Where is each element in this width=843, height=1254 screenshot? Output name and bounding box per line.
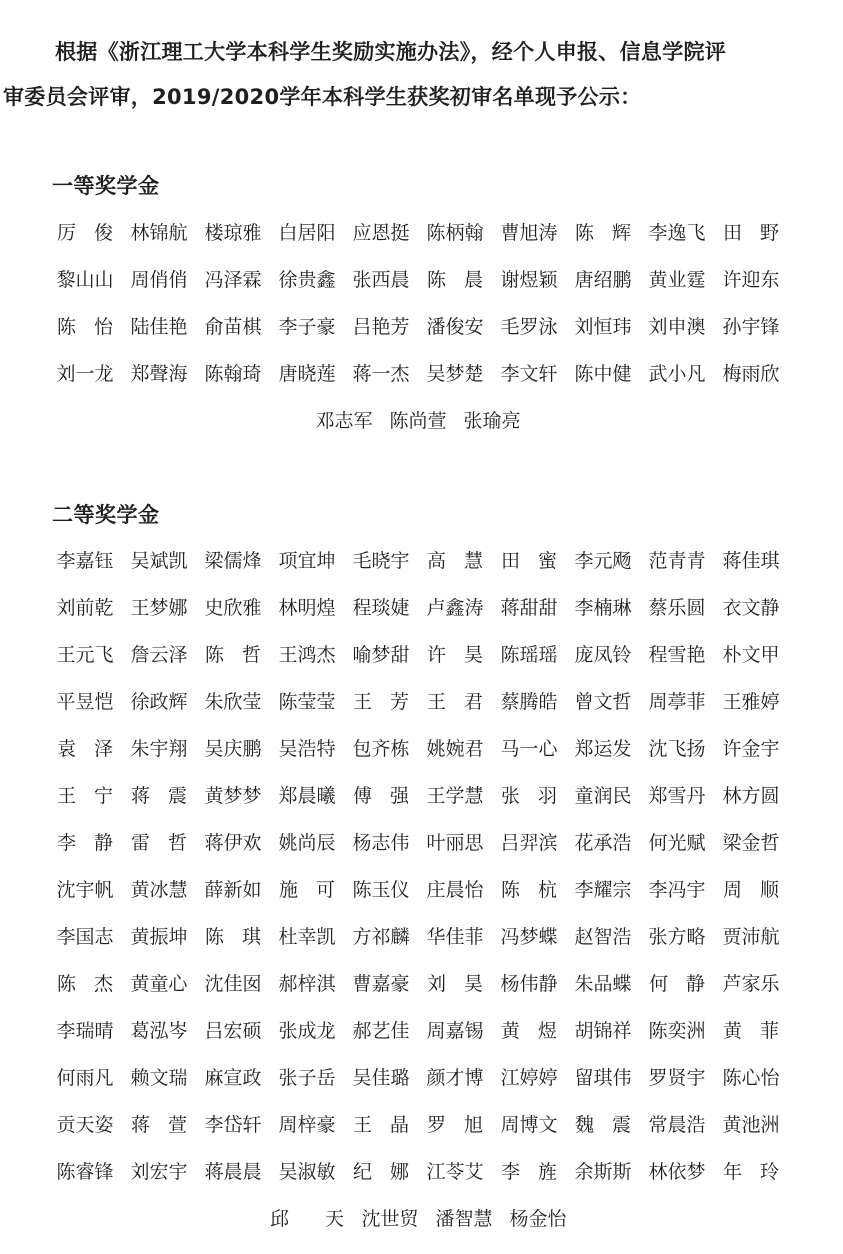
name-entry	[122, 1102, 196, 1149]
name-character: 昊	[463, 973, 483, 995]
name-character: 魏	[575, 1114, 595, 1136]
name-character: 羽	[537, 785, 557, 807]
name-entry: 朱宇翔	[130, 738, 188, 760]
name-character: 黄	[501, 1020, 521, 1042]
name-character: 萱	[167, 1114, 187, 1136]
name-entry: 刘一龙	[56, 363, 114, 385]
name-character: 玲	[759, 1161, 779, 1183]
name-entry: 留琪伟	[574, 1067, 632, 1089]
name-entry: 周博文	[500, 1114, 558, 1136]
name-entry: 林锦航	[130, 222, 188, 244]
name-entry: 颜才博	[426, 1067, 484, 1089]
name-entry: 邓志军	[315, 410, 373, 432]
name-entry: 周俏俏	[130, 269, 188, 291]
name-entry: 梁金哲	[722, 832, 780, 854]
name-entry	[714, 1149, 788, 1196]
name-list-last-row	[48, 1196, 788, 1243]
name-entry: 郑聲海	[130, 363, 188, 385]
name-entry: 卢鑫涛	[426, 597, 484, 619]
name-character: 年	[723, 1161, 743, 1183]
name-character: 陈	[57, 973, 77, 995]
name-entry	[196, 632, 270, 679]
name-entry: 陈尚萱	[389, 410, 447, 432]
name-entry: 杜幸凯	[278, 926, 336, 948]
intro-line-2: 审委员会评审，2019/2020学年本科学生获奖初审名单现予公示：	[3, 85, 642, 109]
name-entry: 王学慧	[426, 785, 484, 807]
name-character: 厉	[57, 222, 77, 244]
name-entry: 应恩挺	[352, 222, 410, 244]
name-entry: 冯梦蝶	[500, 926, 558, 948]
name-entry: 余斯斯	[574, 1161, 632, 1183]
name-entry	[122, 773, 196, 820]
name-entry: 程雪艳	[648, 644, 706, 666]
name-entry: 黄梦梦	[204, 785, 262, 807]
name-entry: 朴文甲	[722, 644, 780, 666]
name-entry	[714, 210, 788, 257]
name-entry: 林方圆	[722, 785, 780, 807]
first-prize-name-list	[48, 210, 808, 445]
name-entry: 潘智慧	[435, 1208, 493, 1230]
name-character: 田	[723, 222, 743, 244]
name-entry: 贾沛航	[722, 926, 780, 948]
name-entry: 杨志伟	[352, 832, 410, 854]
name-character: 静	[685, 973, 705, 995]
name-entry: 梁儒烽	[204, 550, 262, 572]
name-entry: 曾文哲	[574, 691, 632, 713]
name-character: 顺	[759, 879, 779, 901]
name-character: 陈	[205, 644, 225, 666]
name-entry: 武小凡	[648, 363, 706, 385]
name-entry: 胡锦祥	[574, 1020, 632, 1042]
name-entry: 沈佳囡	[204, 973, 262, 995]
name-character: 黄	[723, 1020, 743, 1042]
name-entry: 冯泽霖	[204, 269, 262, 291]
name-character: 陈	[427, 269, 447, 291]
name-entry	[492, 867, 566, 914]
name-entry: 王雅婷	[722, 691, 780, 713]
name-entry: 梅雨欣	[722, 363, 780, 385]
name-entry: 王梦娜	[130, 597, 188, 619]
name-entry: 吴梦楚	[426, 363, 484, 385]
name-character: 纪	[353, 1161, 373, 1183]
name-entry: 李嘉钰	[56, 550, 114, 572]
name-character: 野	[759, 222, 779, 244]
intro-paragraph	[0, 30, 843, 120]
name-entry: 陈翰琦	[204, 363, 262, 385]
name-entry: 黄池洲	[722, 1114, 780, 1136]
name-entry: 楼琼雅	[204, 222, 262, 244]
name-entry: 吴淑敏	[278, 1161, 336, 1183]
name-entry	[48, 304, 122, 351]
name-entry: 李国志	[56, 926, 114, 948]
name-entry: 史欣雅	[204, 597, 262, 619]
name-entry: 周梓豪	[278, 1114, 336, 1136]
name-character: 王	[427, 691, 447, 713]
name-entry: 刘宏宇	[130, 1161, 188, 1183]
name-entry	[418, 1102, 492, 1149]
name-entry: 沈世贸	[361, 1208, 419, 1230]
name-character: 杭	[537, 879, 557, 901]
name-character: 施	[279, 879, 299, 901]
name-entry: 吴佳璐	[352, 1067, 410, 1089]
name-character: 琪	[241, 926, 261, 948]
name-entry: 曹旭涛	[500, 222, 558, 244]
name-entry: 张瑜亮	[463, 410, 521, 432]
name-entry: 王鸿杰	[278, 644, 336, 666]
name-entry: 蒋一杰	[352, 363, 410, 385]
name-entry: 陈心怡	[722, 1067, 780, 1089]
name-entry: 赖文瑞	[130, 1067, 188, 1089]
name-character: 陈	[501, 879, 521, 901]
name-entry: 平昱恺	[56, 691, 114, 713]
name-character: 慧	[463, 550, 483, 572]
name-entry: 白居阳	[278, 222, 336, 244]
name-entry: 吕艳芳	[352, 316, 410, 338]
name-entry: 许金宇	[722, 738, 780, 760]
name-entry	[714, 867, 788, 914]
name-entry: 庄晨怡	[426, 879, 484, 901]
name-entry: 张西晨	[352, 269, 410, 291]
name-character: 可	[315, 879, 335, 901]
name-entry: 姚婉君	[426, 738, 484, 760]
name-character: 旌	[537, 1161, 557, 1183]
name-entry: 李冯宇	[648, 879, 706, 901]
name-entry: 郝艺佳	[352, 1020, 410, 1042]
name-character: 哲	[167, 832, 187, 854]
name-character: 芳	[389, 691, 409, 713]
name-entry: 曹嘉豪	[352, 973, 410, 995]
name-entry: 徐贵鑫	[278, 269, 336, 291]
name-entry	[196, 914, 270, 961]
name-character: 许	[427, 644, 447, 666]
name-character: 邱	[270, 1208, 290, 1230]
name-entry: 郑运发	[574, 738, 632, 760]
name-entry: 詹云泽	[130, 644, 188, 666]
name-entry: 张方略	[648, 926, 706, 948]
name-entry: 吴斌凯	[130, 550, 188, 572]
name-entry: 郑晨曦	[278, 785, 336, 807]
name-character: 蜜	[537, 550, 557, 572]
name-entry: 李瑞晴	[56, 1020, 114, 1042]
name-character: 李	[57, 832, 77, 854]
name-character: 李	[501, 1161, 521, 1183]
name-character: 哲	[241, 644, 261, 666]
name-entry: 葛泓岑	[130, 1020, 188, 1042]
name-entry: 蒋晨晨	[204, 1161, 262, 1183]
name-entry	[492, 773, 566, 820]
name-entry	[48, 773, 122, 820]
name-character: 袁	[57, 738, 77, 760]
name-entry: 姚尚辰	[278, 832, 336, 854]
name-entry: 陈莹莹	[278, 691, 336, 713]
name-entry: 叶丽思	[426, 832, 484, 854]
name-character: 傅	[353, 785, 373, 807]
name-entry: 蒋甜甜	[500, 597, 558, 619]
name-entry: 何光赋	[648, 832, 706, 854]
name-entry: 杨伟静	[500, 973, 558, 995]
name-entry: 张子岳	[278, 1067, 336, 1089]
name-entry: 林依梦	[648, 1161, 706, 1183]
name-entry	[344, 1102, 418, 1149]
name-character: 怡	[93, 316, 113, 338]
name-character: 罗	[427, 1114, 447, 1136]
name-entry: 许迎东	[722, 269, 780, 291]
second-prize-heading: 二等奖学金	[52, 503, 160, 527]
name-entry: 孙宇锋	[722, 316, 780, 338]
name-entry: 范青青	[648, 550, 706, 572]
name-character: 周	[723, 879, 743, 901]
name-entry: 蒋伊欢	[204, 832, 262, 854]
name-character: 张	[501, 785, 521, 807]
name-entry: 潘俊安	[426, 316, 484, 338]
name-character: 泽	[93, 738, 113, 760]
name-entry: 薛新如	[204, 879, 262, 901]
name-entry	[418, 632, 492, 679]
name-entry: 常晨浩	[648, 1114, 706, 1136]
name-entry: 王元飞	[56, 644, 114, 666]
name-entry: 吴浩特	[278, 738, 336, 760]
name-character: 田	[501, 550, 521, 572]
name-entry: 陈玉仪	[352, 879, 410, 901]
name-entry: 李元飏	[574, 550, 632, 572]
name-entry: 项宜坤	[278, 550, 336, 572]
name-entry: 贡天姿	[56, 1114, 114, 1136]
name-entry	[492, 1008, 566, 1055]
name-character: 宁	[93, 785, 113, 807]
name-entry: 黄业霆	[648, 269, 706, 291]
name-entry: 李逸飞	[648, 222, 706, 244]
name-entry: 黄振坤	[130, 926, 188, 948]
name-entry	[714, 1008, 788, 1055]
intro-line-1: 根据《浙江理工大学本科学生奖励实施办法》，经个人申报、信息学院评	[55, 40, 727, 64]
name-character: 陈	[57, 316, 77, 338]
name-entry: 赵智浩	[574, 926, 632, 948]
name-entry: 林明煌	[278, 597, 336, 619]
name-entry	[344, 773, 418, 820]
name-entry: 罗贤宇	[648, 1067, 706, 1089]
name-entry: 程琰婕	[352, 597, 410, 619]
first-prize-heading: 一等奖学金	[52, 174, 160, 198]
name-entry	[344, 1149, 418, 1196]
name-entry: 李楠琳	[574, 597, 632, 619]
name-entry: 童润民	[574, 785, 632, 807]
name-entry: 庞凤铃	[574, 644, 632, 666]
name-list-last-row	[48, 398, 788, 445]
name-character: 高	[427, 550, 447, 572]
name-entry: 徐政辉	[130, 691, 188, 713]
name-entry: 江婷婷	[500, 1067, 558, 1089]
name-entry	[418, 961, 492, 1008]
name-character: 娜	[389, 1161, 409, 1183]
name-entry: 华佳菲	[426, 926, 484, 948]
name-entry: 蒋佳琪	[722, 550, 780, 572]
name-character: 蒋	[131, 785, 151, 807]
name-entry: 沈宇帆	[56, 879, 114, 901]
name-character: 晶	[389, 1114, 409, 1136]
name-character: 王	[57, 785, 77, 807]
name-entry: 郑雪丹	[648, 785, 706, 807]
name-character: 昊	[463, 644, 483, 666]
name-entry: 江苓艾	[426, 1161, 484, 1183]
name-entry: 俞苗棋	[204, 316, 262, 338]
name-entry: 蔡乐圆	[648, 597, 706, 619]
name-character: 旭	[463, 1114, 483, 1136]
name-entry	[418, 679, 492, 726]
name-entry: 李子豪	[278, 316, 336, 338]
name-entry	[492, 538, 566, 585]
name-entry: 陈中健	[574, 363, 632, 385]
name-entry: 毛罗泳	[500, 316, 558, 338]
name-entry	[566, 210, 640, 257]
name-entry	[418, 257, 492, 304]
name-entry: 方祁麟	[352, 926, 410, 948]
name-entry: 黄童心	[130, 973, 188, 995]
name-character: 天	[324, 1208, 344, 1230]
name-entry	[270, 867, 344, 914]
name-character: 俊	[93, 222, 113, 244]
name-entry: 谢煜颖	[500, 269, 558, 291]
name-character: 君	[463, 691, 483, 713]
name-entry: 郝梓淇	[278, 973, 336, 995]
name-entry: 沈飞扬	[648, 738, 706, 760]
name-entry	[418, 538, 492, 585]
name-entry: 张成龙	[278, 1020, 336, 1042]
name-entry: 周嘉锡	[426, 1020, 484, 1042]
name-character: 震	[167, 785, 187, 807]
name-entry: 花承浩	[574, 832, 632, 854]
name-character: 雷	[131, 832, 151, 854]
name-entry: 芦家乐	[722, 973, 780, 995]
name-entry: 李耀宗	[574, 879, 632, 901]
name-character: 强	[389, 785, 409, 807]
name-entry	[566, 1102, 640, 1149]
name-entry: 吕羿滨	[500, 832, 558, 854]
name-character: 陈	[205, 926, 225, 948]
name-entry: 黎山山	[56, 269, 114, 291]
name-character: 蒋	[131, 1114, 151, 1136]
name-character: 震	[611, 1114, 631, 1136]
name-entry	[122, 820, 196, 867]
name-character: 菲	[759, 1020, 779, 1042]
name-character: 辉	[611, 222, 631, 244]
name-entry: 陈奕洲	[648, 1020, 706, 1042]
name-entry: 喻梦甜	[352, 644, 410, 666]
name-entry: 刘前乾	[56, 597, 114, 619]
name-entry: 包齐栋	[352, 738, 410, 760]
name-entry: 吴庆鹏	[204, 738, 262, 760]
name-entry: 马一心	[500, 738, 558, 760]
name-entry: 刘恒玮	[574, 316, 632, 338]
name-entry: 麻宣政	[204, 1067, 262, 1089]
name-character: 王	[353, 1114, 373, 1136]
name-entry: 何雨凡	[56, 1067, 114, 1089]
second-prize-name-list	[48, 538, 808, 1243]
name-character: 晨	[463, 269, 483, 291]
name-entry	[492, 1149, 566, 1196]
name-entry: 李岱轩	[204, 1114, 262, 1136]
name-character: 何	[649, 973, 669, 995]
name-character: 陈	[575, 222, 595, 244]
name-entry	[48, 820, 122, 867]
name-entry	[48, 210, 122, 257]
name-character: 煜	[537, 1020, 557, 1042]
name-entry: 李文轩	[500, 363, 558, 385]
name-character: 王	[353, 691, 373, 713]
name-entry: 陈睿锋	[56, 1161, 114, 1183]
name-entry: 朱欣莹	[204, 691, 262, 713]
name-entry: 蔡腾皓	[500, 691, 558, 713]
name-entry: 黄冰慧	[130, 879, 188, 901]
name-entry: 吕宏硕	[204, 1020, 262, 1042]
name-entry	[640, 961, 714, 1008]
name-entry	[48, 961, 122, 1008]
name-entry	[48, 726, 122, 773]
name-entry: 毛晓宇	[352, 550, 410, 572]
name-entry: 陈柄翰	[426, 222, 484, 244]
name-entry: 朱品蝶	[574, 973, 632, 995]
name-entry: 陆佳艳	[130, 316, 188, 338]
name-entry: 周葶菲	[648, 691, 706, 713]
name-entry: 杨金怡	[509, 1208, 567, 1230]
name-entry: 陈瑶瑶	[500, 644, 558, 666]
name-character: 杰	[93, 973, 113, 995]
name-entry: 衣文静	[722, 597, 780, 619]
name-entry	[261, 1196, 353, 1243]
name-entry	[344, 679, 418, 726]
name-character: 刘	[427, 973, 447, 995]
name-entry: 唐绍鹏	[574, 269, 632, 291]
name-character: 静	[93, 832, 113, 854]
name-entry: 刘申澳	[648, 316, 706, 338]
name-entry: 唐晓莲	[278, 363, 336, 385]
